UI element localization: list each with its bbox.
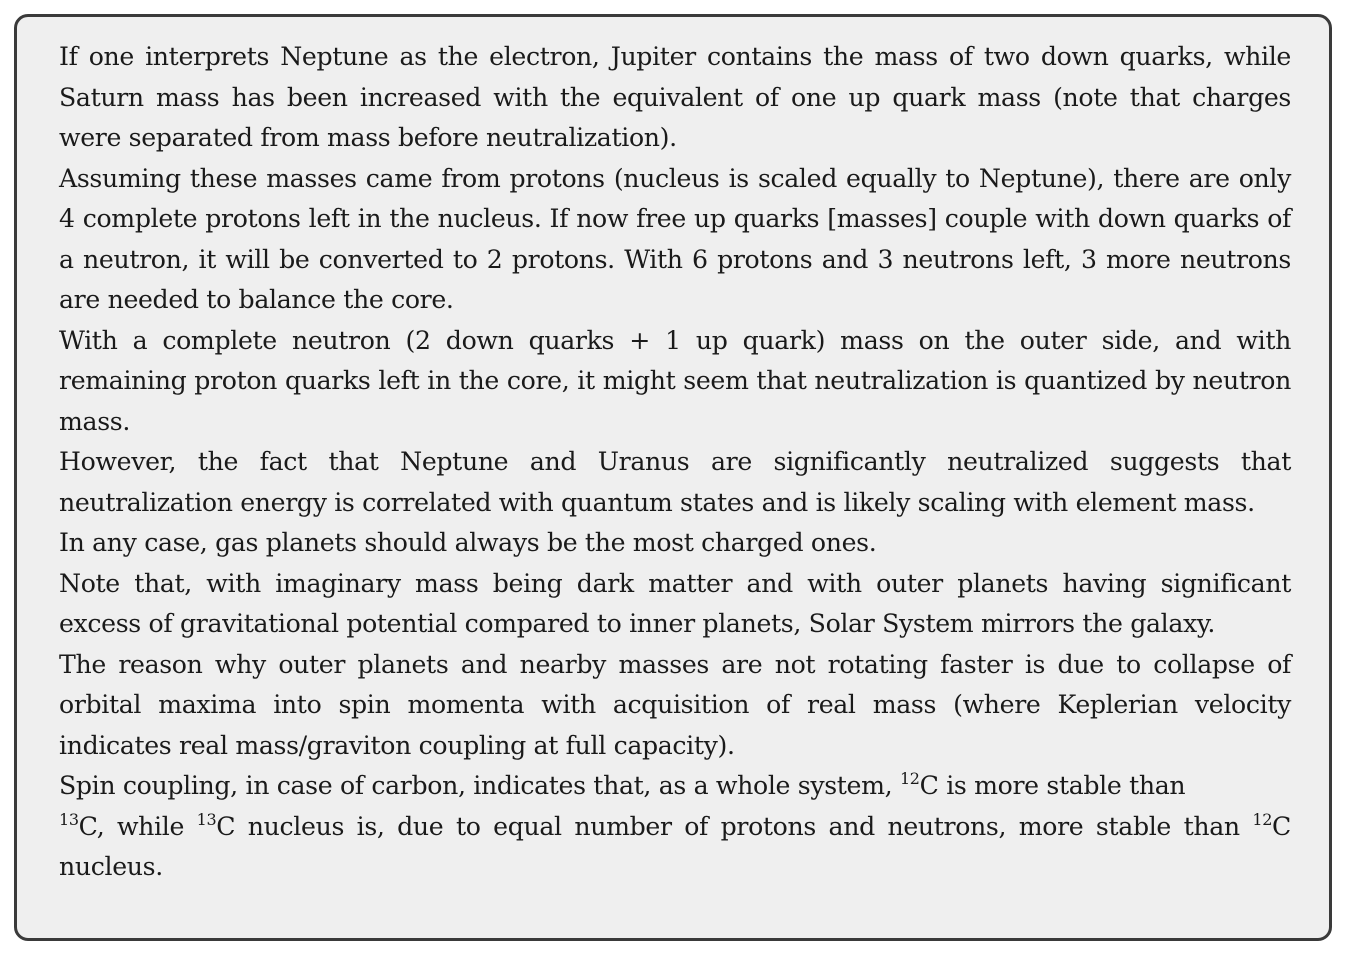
isotope-superscript: 12 [1252,809,1273,829]
paragraph-neptune-electron: If one interprets Neptune as the electron, Jupiter contains the mass of two down quarks, while Saturn mass has been increased with the equivalent of one up quark mass (note that charges were separated from mass before neutralization). [59,42,1291,152]
paragraph-gas-planets: In any case, gas planets should always be the most charged ones. [59,528,877,557]
spin-text-5: C nucleus. [59,811,1291,881]
isotope-superscript: 13 [59,809,79,829]
isotope-superscript: 12 [899,769,920,788]
paragraph-spin-coupling [59,766,1291,888]
paragraph-dark-matter: Note that, with imaginary mass being dark matter and with outer planets having significant excess of gravitational potential compared to inner planets, Solar System mirrors the galaxy. [59,568,1291,638]
spin-text-3: C, while [78,811,197,841]
paragraph-neutron-mass: With a complete neutron (2 down quarks + 1 up quark) mass on the outer side, and with remaining proton quarks left in the core, it might seem that neutralization is quantized by neutron mass. [59,325,1291,436]
spin-text-4: C nucleus is, due to equal number of protons and neutrons, more stable than [216,811,1253,841]
paragraph-neutralization-energy: However, the fact that Neptune and Uranus are significantly neutralized suggests that neutralization energy is correlated with quantum states and is likely scaling with element mass. [59,447,1291,517]
paragraph-orbital-collapse: The reason why outer planets and nearby masses are not rotating faster is due to collapse of orbital maxima into spin momenta with acquisition of real mass (where Keplerian velocity indicates real mass/graviton coupling at full capacity). [59,649,1291,760]
isotope-superscript: 13 [196,809,217,829]
spin-text-2: C is more stable than [919,771,1186,800]
paragraph-protons-left: Assuming these masses came from protons (nucleus is scaled equally to Neptune), there are only 4 complete protons left in the nucleus. If now free up quarks [masses] couple with down quarks of a neutron, it will be converted to 2 protons. With 6 protons and 3 neutrons left, 3 more neutrons are needed to balance the core. [59,163,1291,314]
spin-text-1: Spin coupling, in case of carbon, indicates that, as a whole system, [59,771,900,800]
text-box-body [59,37,1291,888]
